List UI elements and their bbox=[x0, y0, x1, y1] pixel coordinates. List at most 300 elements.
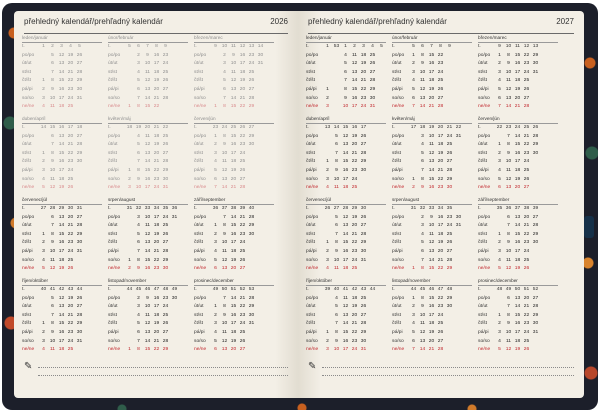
day-number: 5 bbox=[335, 214, 338, 220]
day-number: 18 bbox=[514, 257, 521, 263]
weekday-row bbox=[108, 338, 188, 347]
day-number bbox=[409, 133, 418, 142]
day-number: 28 bbox=[532, 304, 539, 310]
day-number: 24 bbox=[153, 185, 160, 191]
row-label: st/st bbox=[392, 69, 401, 75]
week-number: 37 bbox=[514, 206, 521, 211]
day-number: 28 bbox=[360, 231, 367, 237]
day-number: 3 bbox=[326, 176, 329, 182]
row-label: čt/št bbox=[108, 159, 117, 165]
day-number: 6 bbox=[507, 214, 510, 220]
day-number: 24 bbox=[360, 104, 367, 110]
row-label: t. bbox=[108, 206, 111, 211]
week-number: 40 bbox=[333, 287, 340, 292]
row-label: t. bbox=[22, 44, 25, 49]
day-number: 23 bbox=[67, 240, 74, 246]
day-number bbox=[125, 222, 134, 231]
week-number: 7 bbox=[146, 44, 149, 49]
day-number: 1 bbox=[326, 240, 329, 246]
day-number: 6 bbox=[51, 133, 54, 139]
day-number bbox=[170, 265, 179, 274]
day-number: 6 bbox=[344, 69, 347, 75]
weekday-row bbox=[194, 346, 274, 355]
row-label: po/po bbox=[22, 52, 35, 58]
day-number bbox=[409, 257, 418, 266]
day-number bbox=[409, 239, 418, 248]
row-label: so/so bbox=[194, 257, 206, 263]
day-number: 22 bbox=[437, 266, 444, 272]
day-number: 18 bbox=[437, 231, 444, 237]
day-number bbox=[359, 184, 368, 193]
week-number: 44 bbox=[369, 287, 376, 292]
day-number: 5 bbox=[137, 321, 140, 327]
weekday-row bbox=[108, 184, 188, 193]
row-label: st/st bbox=[306, 312, 315, 318]
day-number bbox=[409, 214, 418, 223]
week-number: 46 bbox=[428, 287, 435, 292]
day-number bbox=[125, 133, 134, 142]
day-number: 3 bbox=[498, 159, 501, 165]
row-label: ne/ne bbox=[194, 266, 207, 272]
row-label: pá/pi bbox=[108, 248, 119, 254]
weekday-row bbox=[392, 52, 472, 61]
day-number: 23 bbox=[67, 329, 74, 335]
day-number bbox=[368, 320, 377, 329]
day-number: 9 bbox=[507, 61, 510, 67]
row-label: út/ut bbox=[306, 61, 316, 67]
weekday-row bbox=[306, 141, 386, 150]
day-number bbox=[445, 338, 454, 347]
day-number: 23 bbox=[239, 231, 246, 237]
day-number: 1 bbox=[128, 347, 131, 353]
day-number: 21 bbox=[428, 347, 435, 353]
row-label: pá/pi bbox=[478, 248, 489, 254]
weekday-row bbox=[392, 338, 472, 347]
day-number: 7 bbox=[51, 312, 54, 318]
day-number: 25 bbox=[523, 167, 530, 173]
week-number: 39 bbox=[324, 287, 331, 292]
day-number: 23 bbox=[153, 176, 160, 182]
row-label: pá/pi bbox=[108, 86, 119, 92]
weekday-row bbox=[478, 312, 558, 321]
week-number: 51 bbox=[230, 287, 237, 292]
week-number: 53 bbox=[333, 44, 340, 49]
week-number: 46 bbox=[144, 287, 151, 292]
day-number: 21 bbox=[523, 223, 530, 229]
day-number: 18 bbox=[437, 142, 444, 148]
month-name: prosinec/december bbox=[478, 276, 558, 286]
row-label: ne/ne bbox=[22, 266, 35, 272]
day-number: 24 bbox=[239, 240, 246, 246]
row-label: čt/št bbox=[22, 78, 31, 84]
row-label: st/st bbox=[194, 69, 203, 75]
row-label: st/st bbox=[108, 69, 117, 75]
day-number bbox=[531, 176, 540, 185]
day-number: 7 bbox=[335, 150, 338, 156]
day-number bbox=[125, 52, 134, 61]
day-number: 16 bbox=[428, 304, 435, 310]
day-number: 20 bbox=[230, 266, 237, 272]
day-number: 1 bbox=[412, 176, 415, 182]
day-number: 27 bbox=[248, 86, 255, 92]
day-number: 7 bbox=[51, 223, 54, 229]
week-number: 29 bbox=[351, 206, 358, 211]
row-label: t. bbox=[392, 44, 395, 49]
day-number bbox=[125, 150, 134, 159]
day-number: 23 bbox=[437, 185, 444, 191]
row-label: pá/pi bbox=[194, 329, 205, 335]
day-number: 14 bbox=[58, 142, 65, 148]
row-label: po/po bbox=[392, 133, 405, 139]
day-number bbox=[495, 214, 504, 223]
day-number: 16 bbox=[58, 86, 65, 92]
day-number: 24 bbox=[162, 61, 169, 67]
day-number: 13 bbox=[58, 61, 65, 67]
weekday-row bbox=[194, 86, 274, 95]
day-number: 12 bbox=[144, 321, 151, 327]
day-number: 28 bbox=[239, 185, 246, 191]
week-number: 26 bbox=[324, 206, 331, 211]
day-number: 8 bbox=[507, 231, 510, 237]
day-number: 22 bbox=[153, 257, 160, 263]
row-label: st/st bbox=[478, 231, 487, 237]
day-number: 30 bbox=[248, 231, 255, 237]
week-number: 8 bbox=[439, 44, 442, 49]
weekday-row bbox=[194, 158, 274, 167]
day-number: 18 bbox=[514, 78, 521, 84]
day-number: 21 bbox=[67, 312, 74, 318]
day-number: 20 bbox=[523, 295, 530, 301]
day-number: 21 bbox=[239, 95, 246, 101]
day-number: 22 bbox=[153, 104, 160, 110]
row-label: so/so bbox=[478, 338, 490, 344]
day-number: 12 bbox=[505, 347, 512, 353]
day-number bbox=[170, 320, 179, 329]
row-label: čt/št bbox=[392, 240, 401, 246]
week-number: 4 bbox=[69, 44, 72, 49]
day-number: 7 bbox=[344, 78, 347, 84]
month-block bbox=[478, 114, 558, 193]
week-number: 36 bbox=[505, 206, 512, 211]
day-number: 6 bbox=[51, 61, 54, 67]
day-number bbox=[359, 176, 368, 185]
day-number: 16 bbox=[153, 52, 160, 58]
day-number: 24 bbox=[523, 248, 530, 254]
day-number: 2 bbox=[498, 61, 501, 67]
day-number: 25 bbox=[67, 347, 74, 353]
day-number: 3 bbox=[137, 61, 140, 67]
day-number: 5 bbox=[214, 338, 217, 344]
day-number: 15 bbox=[230, 104, 237, 110]
week-number: 11 bbox=[230, 44, 237, 49]
week-number: 11 bbox=[514, 44, 521, 49]
row-label: po/po bbox=[306, 52, 319, 58]
day-number: 17 bbox=[428, 69, 435, 75]
weekday-row bbox=[478, 303, 558, 312]
week-number: 50 bbox=[221, 287, 228, 292]
day-number: 6 bbox=[137, 240, 140, 246]
row-label: so/so bbox=[22, 338, 34, 344]
day-number: 15 bbox=[144, 347, 151, 353]
week-number-row bbox=[108, 43, 188, 52]
day-number: 19 bbox=[153, 231, 160, 237]
day-number bbox=[170, 346, 179, 355]
weekday-row bbox=[194, 239, 274, 248]
weekday-row bbox=[306, 231, 386, 240]
row-label: ne/ne bbox=[194, 104, 207, 110]
row-label: čt/št bbox=[478, 240, 487, 246]
day-number: 29 bbox=[369, 86, 376, 92]
row-label: út/ut bbox=[478, 61, 488, 67]
day-number: 26 bbox=[437, 329, 444, 335]
day-number: 9 bbox=[51, 240, 54, 246]
weekday-row bbox=[194, 69, 274, 78]
weekday-row bbox=[478, 231, 558, 240]
day-number bbox=[409, 158, 418, 167]
month-name: leden/január bbox=[306, 33, 386, 43]
weekday-row bbox=[478, 239, 558, 248]
day-number: 30 bbox=[532, 321, 539, 327]
day-number: 1 bbox=[214, 133, 217, 139]
day-number: 6 bbox=[498, 185, 501, 191]
day-number: 25 bbox=[67, 176, 74, 182]
day-number: 27 bbox=[239, 266, 246, 272]
weekday-row bbox=[22, 133, 102, 142]
day-number: 2 bbox=[412, 61, 415, 67]
day-number: 22 bbox=[523, 52, 530, 58]
day-number: 20 bbox=[239, 86, 246, 92]
month-block bbox=[194, 33, 274, 112]
weekday-row bbox=[306, 265, 386, 274]
day-number: 18 bbox=[153, 133, 160, 139]
day-number: 29 bbox=[76, 150, 83, 156]
day-number: 6 bbox=[214, 176, 217, 182]
week-number: 41 bbox=[49, 287, 56, 292]
day-number: 13 bbox=[58, 133, 65, 139]
week-number-row bbox=[22, 205, 102, 214]
day-number bbox=[445, 103, 454, 112]
day-number bbox=[170, 257, 179, 266]
day-number: 13 bbox=[342, 142, 349, 148]
day-number: 9 bbox=[146, 52, 149, 58]
day-number: 13 bbox=[514, 295, 521, 301]
month-name: srpen/august bbox=[392, 195, 472, 205]
month-block bbox=[108, 33, 188, 112]
day-number: 2 bbox=[42, 240, 45, 246]
day-number: 2 bbox=[498, 240, 501, 246]
day-number: 10 bbox=[419, 69, 426, 75]
month-block bbox=[306, 276, 386, 355]
day-number bbox=[323, 303, 332, 312]
row-label: út/ut bbox=[108, 61, 118, 67]
week-number: 43 bbox=[67, 287, 74, 292]
weekday-row bbox=[194, 52, 274, 61]
day-number: 12 bbox=[342, 304, 349, 310]
day-number: 24 bbox=[437, 69, 444, 75]
day-number: 5 bbox=[137, 142, 140, 148]
day-number: 2 bbox=[412, 185, 415, 191]
day-number: 22 bbox=[239, 304, 246, 310]
weekday-row bbox=[22, 86, 102, 95]
month-block bbox=[22, 195, 102, 274]
week-number: 35 bbox=[496, 206, 503, 211]
day-number: 3 bbox=[42, 248, 45, 254]
weekday-row bbox=[194, 176, 274, 185]
day-number: 2 bbox=[214, 231, 217, 237]
day-number: 30 bbox=[76, 329, 83, 335]
day-number: 17 bbox=[144, 185, 151, 191]
day-number: 2 bbox=[128, 266, 131, 272]
day-number: 17 bbox=[342, 257, 349, 263]
month-block bbox=[22, 114, 102, 193]
day-number: 10 bbox=[342, 104, 349, 110]
day-number bbox=[445, 320, 454, 329]
day-number: 20 bbox=[153, 150, 160, 156]
day-number bbox=[125, 141, 134, 150]
day-number: 15 bbox=[230, 223, 237, 229]
weekday-row bbox=[22, 346, 102, 355]
day-number: 9 bbox=[51, 86, 54, 92]
row-label: t. bbox=[108, 287, 111, 292]
day-number: 31 bbox=[162, 185, 169, 191]
week-number: 38 bbox=[523, 206, 530, 211]
week-number: 25 bbox=[523, 125, 530, 130]
weekday-row bbox=[306, 69, 386, 78]
day-number: 26 bbox=[523, 86, 530, 92]
row-label: t. bbox=[22, 206, 25, 211]
day-number bbox=[211, 69, 220, 78]
day-number: 3 bbox=[498, 248, 501, 254]
row-label: so/so bbox=[306, 95, 318, 101]
row-label: po/po bbox=[478, 214, 491, 220]
week-number: 18 bbox=[76, 125, 83, 130]
day-number: 29 bbox=[360, 159, 367, 165]
day-number: 10 bbox=[333, 176, 340, 182]
day-number: 24 bbox=[67, 95, 74, 101]
day-number: 5 bbox=[51, 52, 54, 58]
day-number: 8 bbox=[137, 104, 140, 110]
day-number bbox=[368, 329, 377, 338]
day-number: 14 bbox=[221, 185, 228, 191]
day-number: 7 bbox=[223, 295, 226, 301]
week-number: 10 bbox=[505, 44, 512, 49]
day-number: 14 bbox=[342, 231, 349, 237]
row-label: ne/ne bbox=[22, 347, 35, 353]
day-number: 30 bbox=[455, 214, 462, 220]
day-number: 16 bbox=[514, 150, 521, 156]
day-number: 30 bbox=[257, 52, 264, 58]
week-number: 2 bbox=[353, 44, 356, 49]
day-number bbox=[256, 77, 265, 86]
day-number: 8 bbox=[507, 312, 510, 318]
day-number: 17 bbox=[428, 312, 435, 318]
note-line bbox=[38, 375, 288, 376]
weekday-row bbox=[22, 320, 102, 329]
day-number: 8 bbox=[421, 176, 424, 182]
day-number: 27 bbox=[360, 142, 367, 148]
row-label: út/ut bbox=[108, 304, 118, 310]
month-name: září/september bbox=[478, 195, 558, 205]
weekday-row bbox=[108, 295, 188, 304]
day-number: 6 bbox=[137, 86, 140, 92]
week-number-row bbox=[22, 124, 102, 133]
bookmark-ribbon[interactable] bbox=[584, 216, 594, 238]
day-number: 10 bbox=[49, 338, 56, 344]
day-number: 15 bbox=[514, 142, 521, 148]
day-number: 6 bbox=[412, 95, 415, 101]
row-label: st/st bbox=[22, 231, 31, 237]
day-number: 29 bbox=[162, 257, 169, 263]
day-number: 4 bbox=[137, 133, 140, 139]
day-number: 19 bbox=[239, 78, 246, 84]
day-number bbox=[332, 52, 341, 61]
weekday-row bbox=[306, 167, 386, 176]
row-label: út/ut bbox=[306, 304, 316, 310]
day-number bbox=[211, 95, 220, 104]
weekday-row bbox=[22, 184, 102, 193]
row-label: po/po bbox=[22, 133, 35, 139]
weekday-row bbox=[22, 141, 102, 150]
day-number bbox=[531, 158, 540, 167]
row-label: t. bbox=[478, 206, 481, 211]
row-label: po/po bbox=[108, 52, 121, 58]
day-number: 24 bbox=[351, 347, 358, 353]
day-number bbox=[531, 248, 540, 257]
row-label: ne/ne bbox=[306, 347, 319, 353]
week-number: 18 bbox=[419, 125, 426, 130]
week-number: 30 bbox=[67, 206, 74, 211]
day-number: 11 bbox=[49, 257, 56, 263]
day-number: 17 bbox=[437, 223, 444, 229]
day-number: 19 bbox=[67, 295, 74, 301]
day-number: 12 bbox=[419, 86, 426, 92]
day-number bbox=[323, 231, 332, 240]
day-number: 24 bbox=[67, 167, 74, 173]
day-number: 13 bbox=[342, 223, 349, 229]
day-number: 29 bbox=[446, 295, 453, 301]
row-label: ne/ne bbox=[108, 185, 121, 191]
day-number: 1 bbox=[214, 104, 217, 110]
day-number: 29 bbox=[162, 347, 169, 353]
day-number: 18 bbox=[58, 257, 65, 263]
week-number: 35 bbox=[446, 206, 453, 211]
day-number: 23 bbox=[446, 214, 453, 220]
day-number: 22 bbox=[523, 231, 530, 237]
day-number: 16 bbox=[153, 295, 160, 301]
day-number: 8 bbox=[223, 223, 226, 229]
weekday-row bbox=[22, 52, 102, 61]
day-number: 15 bbox=[342, 240, 349, 246]
day-number: 16 bbox=[230, 312, 237, 318]
day-number: 11 bbox=[230, 69, 237, 75]
row-label: t. bbox=[392, 125, 395, 130]
weekday-row bbox=[194, 312, 274, 321]
week-number: 24 bbox=[514, 125, 521, 130]
weekday-row bbox=[392, 257, 472, 266]
weekday-row bbox=[108, 158, 188, 167]
week-number: 25 bbox=[230, 125, 237, 130]
row-label: po/po bbox=[22, 295, 35, 301]
day-number: 16 bbox=[58, 159, 65, 165]
day-number: 28 bbox=[369, 78, 376, 84]
day-number bbox=[170, 338, 179, 347]
day-number: 10 bbox=[135, 185, 142, 191]
day-number: 15 bbox=[144, 257, 151, 263]
day-number bbox=[368, 303, 377, 312]
week-number: 53 bbox=[248, 287, 255, 292]
day-number: 27 bbox=[162, 86, 169, 92]
week-number: 47 bbox=[153, 287, 160, 292]
